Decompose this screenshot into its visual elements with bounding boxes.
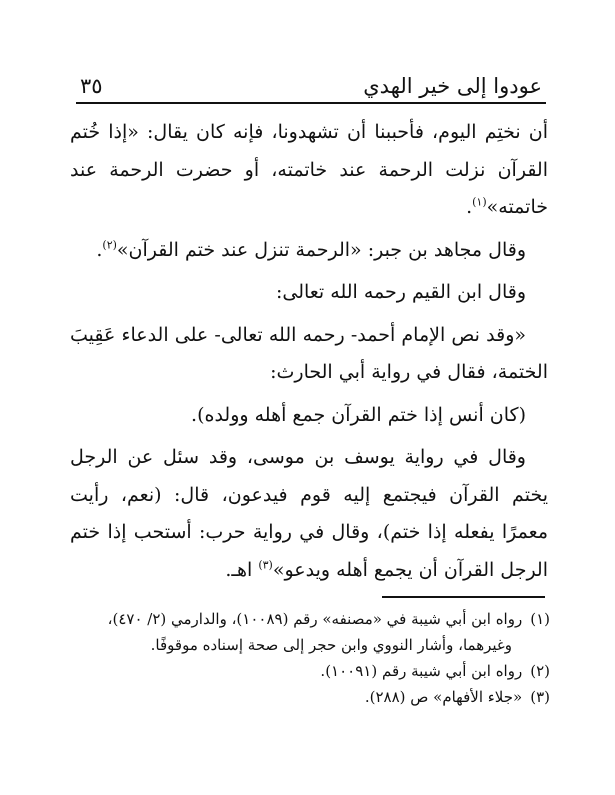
paragraph-6-text: وقال في رواية يوسف بن موسى، وقد سئل عن الرجل يختم القرآن فيجتمع إليه قوم فيدعون، قال: (نعم، رأيت معمرًا يفعله إذا ختم)، وقال في رواية حرب: أستحب إذا ختم الرجل القرآن أن يجمع أهله ويدعو» (70, 446, 548, 581)
footnote-2-number: (٢) (530, 662, 550, 680)
paragraph-1-text: أن نختِم اليوم، فأحببنا أن تشهدونا، فإنه كان يقال: «إذا خُتم القرآن نزلت الرحمة عند خاتمته، أو حضرت الرحمة عند خاتمته» (70, 121, 548, 218)
footnote-3-number: (٣) (530, 688, 550, 706)
main-text (70, 114, 548, 594)
paragraph-6-end: اهـ. (225, 558, 259, 581)
footnote-ref-3: (٣) (258, 558, 273, 572)
footnote-1-number: (١) (530, 610, 550, 628)
footnote-divider (382, 596, 545, 598)
footnote-3-text: «جلاء الأفهام» ص (٢٨٨). (364, 688, 523, 706)
footnote-1 (66, 606, 550, 632)
paragraph-5: (كان أنس إذا ختم القرآن جمع أهله وولده). (191, 403, 526, 426)
header-divider (76, 102, 546, 104)
footnotes (66, 606, 550, 710)
paragraph-3: وقال ابن القيم رحمه الله تعالى: (275, 281, 526, 303)
page-number: ٣٥ (80, 74, 103, 98)
paragraph-6 (70, 439, 548, 589)
footnote-1-continuation: وغيرهما، وأشار النووي وابن حجر إلى صحة إسناده موقوفًا. (150, 636, 512, 654)
footnote-2-text: رواه ابن أبي شيبة رقم (١٠٠٩١). (320, 662, 523, 680)
footnote-ref-1: (١) (472, 195, 487, 209)
page-header (80, 72, 542, 102)
paragraph-4: «وقد نص الإمام أحمد- رحمه الله تعالى- على الدعاء عَقِيبَ الختمة، فقال في رواية أبي الحارث: (70, 323, 548, 383)
running-title: عودوا إلى خير الهدي (363, 74, 542, 98)
paragraph-2-text: وقال مجاهد بن جبر: «الرحمة تنزل عند ختم القرآن» (116, 238, 526, 261)
footnote-ref-2: (٢) (102, 238, 117, 252)
paragraph-2 (70, 232, 548, 270)
footnote-1-line-1: رواه ابن أبي شيبة في «مصنفه» رقم (١٠٠٨٩)، والدارمي (٢/ ٤٧٠)، (107, 610, 523, 628)
paragraph-1-end: . (466, 196, 473, 218)
paragraph-1 (70, 114, 548, 227)
footnote-2 (66, 658, 550, 684)
paragraph-2-end: . (96, 238, 103, 261)
footnote-3 (66, 684, 550, 710)
